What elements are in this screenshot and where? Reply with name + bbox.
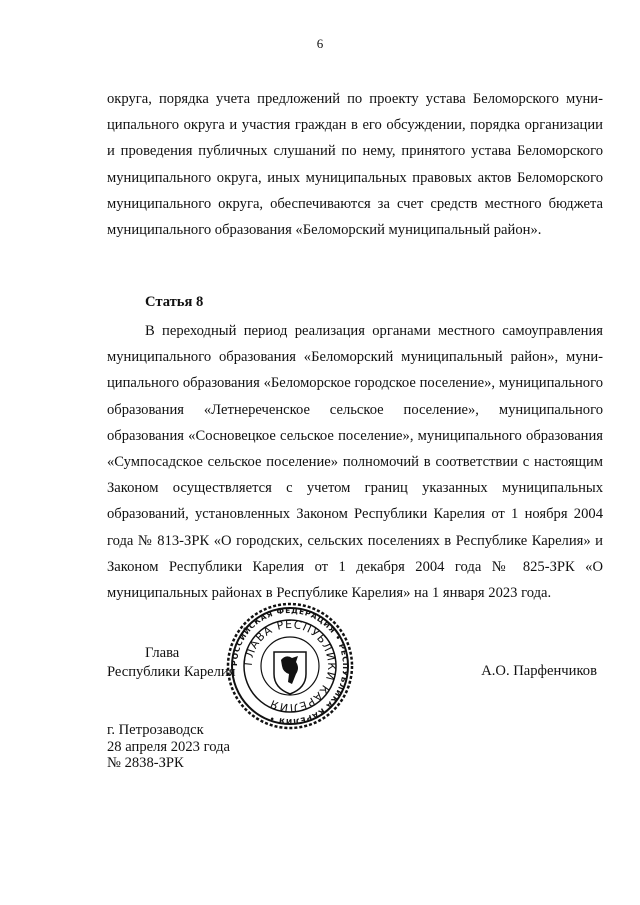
seal-outer-text: РОССИЙСКАЯ ФЕДЕРАЦИЯ • РЕСПУБЛИКА КАРЕЛИЯ • [229,605,351,727]
coat-of-arms-icon [274,652,306,694]
footer-date: 28 апреля 2023 года [107,738,230,755]
paragraph-2: В переходный период реализация органами местного самоуправления муниципального образования «Беломорский муниципальный район», муниципального образования «Беломорское городское поселение», муниципального образования «Летнереченское сельское поселение», муниципального образования «Сосновецкое сельское поселение», муниципального образования «Сумпосадское сельское поселение» полномочий в соответствии с настоящим Законом осуществляется с учетом границ указанных муниципальных образований, установленных Законом Республики Карелия от 1 ноября 2004 года № 813-ЗРК «О городских, сельских поселениях в Республике Карелия» и Законом Республики Карелия от 1 декабря 2004 года № 825-ЗРК «О муниципальных районах в Республике Карелия» на 1 января 2023 года. [107,323,603,602]
signature-title [107,644,235,682]
paragraph-1: округа, порядка учета предложений по проекту устава Беломорского муниципального округа и участия граждан в его обсуждении, порядка организации и проведения публичных слушаний по нему, принятого устава Беломорского муниципального округа, иных муниципальных правовых актов Беломорского муниципального округа, обеспечиваются за счет средств местного бюджета муниципального образования «Беломорский муниципальный район». [107,91,603,239]
document-footer [107,722,230,772]
signature-title-line-1: Глава [145,645,180,661]
footer-city: г. Петрозаводск [107,722,204,738]
signer-name: А.О. Парфенчиков [481,663,597,679]
footer-law-number: № 2838-ЗРК [107,755,184,771]
signature-title-line-2: Республики Карелия [107,664,236,680]
article-title: Статья 8 [145,294,204,310]
official-seal-icon [226,602,354,730]
page-number: 6 [316,36,324,51]
seal-inner-text: ГЛАВА РЕСПУБЛИКИ КАРЕЛИЯ [241,617,339,715]
